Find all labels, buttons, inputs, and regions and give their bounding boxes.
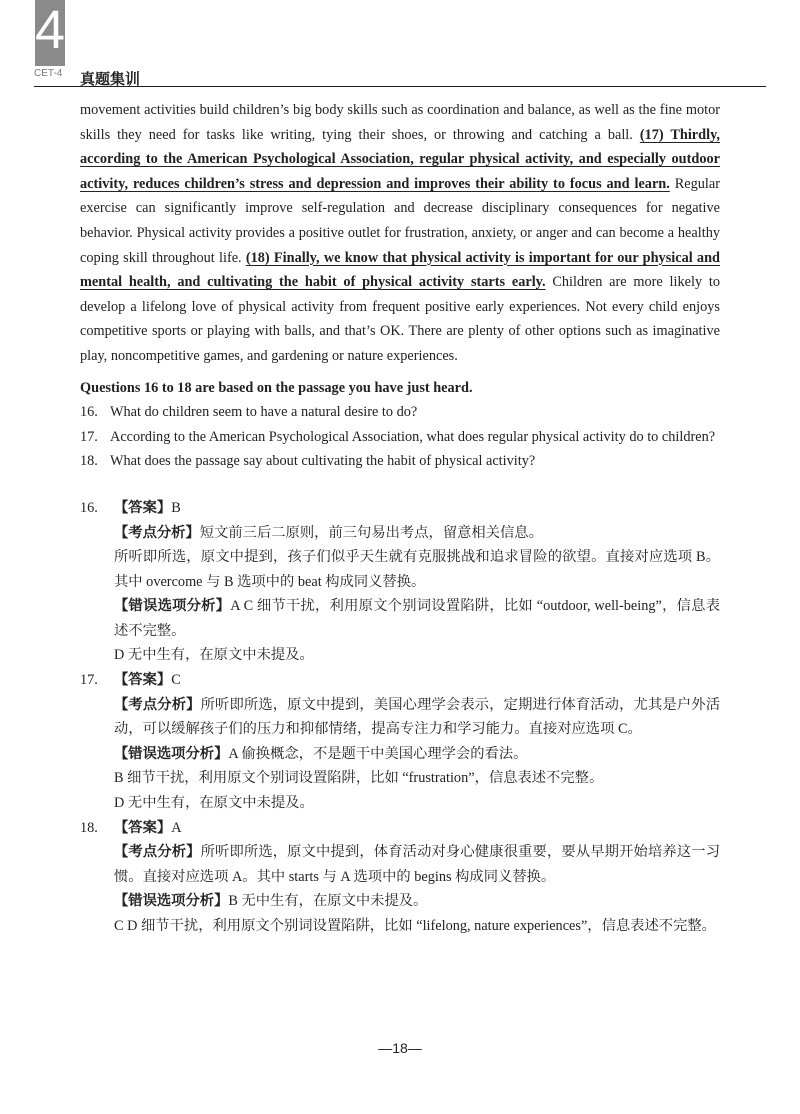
point-analysis bbox=[114, 693, 720, 742]
questions-heading: Questions 16 to 18 are based on the passage you have just heard. bbox=[80, 379, 473, 396]
passage-transcript bbox=[80, 98, 720, 369]
wrong-option-analysis bbox=[114, 594, 720, 643]
answer-block-18 bbox=[80, 816, 720, 939]
header-divider bbox=[34, 86, 766, 87]
point-text: 所听即所选，原文中提到，美国心理学会表示，定期进行体育活动，尤其是户外活动，可以缓解孩子们的压力和抑郁情绪，提高专注力和学习能力。直接对应选项 C。 bbox=[114, 696, 720, 738]
chapter-number-tab: 4 bbox=[35, 0, 65, 66]
exam-level-label: CET-4 bbox=[34, 68, 63, 79]
question-number: 18. bbox=[80, 453, 98, 470]
point-label: 【考点分析】 bbox=[114, 844, 201, 861]
wrong-text: B 无中生有，在原文中未提及。 bbox=[228, 893, 428, 910]
wrong-label: 【错误选项分析】 bbox=[114, 598, 231, 615]
answer-body bbox=[80, 840, 720, 938]
question-item bbox=[80, 449, 720, 474]
question-text: According to the American Psychological Association, what does regular physical activity do to children? bbox=[110, 428, 716, 445]
point-analysis bbox=[114, 521, 720, 546]
point-analysis-detail: 所听即所选，原文中提到，孩子们似乎天生就有克服挑战和追求冒险的欲望。直接对应选项 B。其中 overcome 与 B 选项中的 beat 构成同义替换。 bbox=[114, 549, 720, 590]
passage-text: Regular exercise can significantly improve self-regulation and decrease disciplinary consequences for negative behavior. Physical activity provides a positive outlet for frustration, anxiety, or anger and can become a healthy coping skill throughout life. bbox=[80, 175, 720, 266]
wrong-option-detail: D 无中生有，在原文中未提及。 bbox=[114, 647, 314, 664]
point-label: 【考点分析】 bbox=[114, 524, 200, 541]
answer-value: C bbox=[171, 672, 181, 689]
answer-label: 【答案】 bbox=[114, 499, 172, 516]
key-sentence-18: (18) Finally, we know that physical activity is important for our physical and mental health, and cultivating the habit of physical activity starts early. bbox=[80, 249, 720, 291]
answer-number: 18. bbox=[80, 819, 98, 836]
answer-body bbox=[80, 693, 720, 816]
answer-number: 16. bbox=[80, 499, 98, 516]
question-number: 16. bbox=[80, 404, 98, 421]
answer-header bbox=[80, 668, 720, 693]
key-sentence-17: (17) Thirdly, according to the American Psychological Association, regular physical activity, and especially outdoor activity, reduces children’s stress and depression and improves their ability to focus and learn. bbox=[80, 126, 721, 192]
answer-block-16 bbox=[80, 496, 720, 668]
wrong-option-analysis bbox=[114, 889, 720, 914]
answer-analysis bbox=[80, 496, 720, 939]
answer-header bbox=[80, 816, 720, 841]
point-label: 【考点分析】 bbox=[114, 696, 201, 713]
question-text: What does the passage say about cultivating the habit of physical activity? bbox=[110, 453, 536, 470]
point-text: 短文前三后二原则，前三句易出考点，留意相关信息。 bbox=[199, 524, 543, 541]
passage-text: Children are more likely to develop a lifelong love of physical activity from frequent positive early experiences. Not every child enjoys competitive sports or playing with balls, and that’s OK. There are plenty of other options such as imaginative play, noncompetitive games, and gardening or nature experiences. bbox=[80, 274, 720, 364]
page-content bbox=[80, 98, 720, 939]
wrong-label: 【错误选项分析】 bbox=[114, 893, 229, 910]
wrong-option-detail: D 无中生有，在原文中未提及。 bbox=[114, 795, 314, 812]
passage-text: movement activities build children’s big body skills such as coordination and balance, as well as the fine motor skills they need for tasks like writing, tying their shoes, or throwing and catching a ball. bbox=[80, 102, 720, 143]
question-item bbox=[80, 425, 720, 450]
question-text: What do children seem to have a natural desire to do? bbox=[110, 404, 418, 421]
wrong-text: A C 细节干扰，利用原文个别词设置陷阱，比如 “outdoor, well-being”，信息表述不完整。 bbox=[114, 598, 720, 639]
answer-value: B bbox=[171, 499, 181, 516]
answer-value: A bbox=[171, 819, 182, 836]
answer-label: 【答案】 bbox=[114, 672, 172, 689]
page-number: —18— bbox=[378, 1040, 422, 1056]
wrong-text: A 偷换概念，不是题干中美国心理学会的看法。 bbox=[228, 745, 528, 762]
wrong-option-detail: B 细节干扰，利用原文个别词设置陷阱，比如 “frustration”，信息表述不完整。 bbox=[114, 770, 604, 787]
point-analysis bbox=[114, 840, 720, 889]
point-text: 所听即所选，原文中提到，体育活动对身心健康很重要，要从早期开始培养这一习惯。直接对应选项 A。其中 starts 与 A 选项中的 begins 构成同义替换。 bbox=[114, 844, 720, 885]
passage-paragraph bbox=[80, 98, 720, 369]
answer-header bbox=[80, 496, 720, 521]
question-number: 17. bbox=[80, 428, 98, 445]
question-item bbox=[80, 400, 720, 425]
wrong-option-detail: C D 细节干扰，利用原文个别词设置陷阱，比如 “lifelong, nature experiences”，信息表述不完整。 bbox=[114, 918, 716, 934]
section-title: 真题集训 bbox=[80, 70, 141, 88]
answer-body bbox=[80, 521, 720, 669]
wrong-option-analysis bbox=[114, 742, 720, 767]
wrong-label: 【错误选项分析】 bbox=[114, 745, 229, 762]
answer-block-17 bbox=[80, 668, 720, 816]
answer-number: 17. bbox=[80, 672, 98, 689]
answer-label: 【答案】 bbox=[114, 819, 172, 836]
